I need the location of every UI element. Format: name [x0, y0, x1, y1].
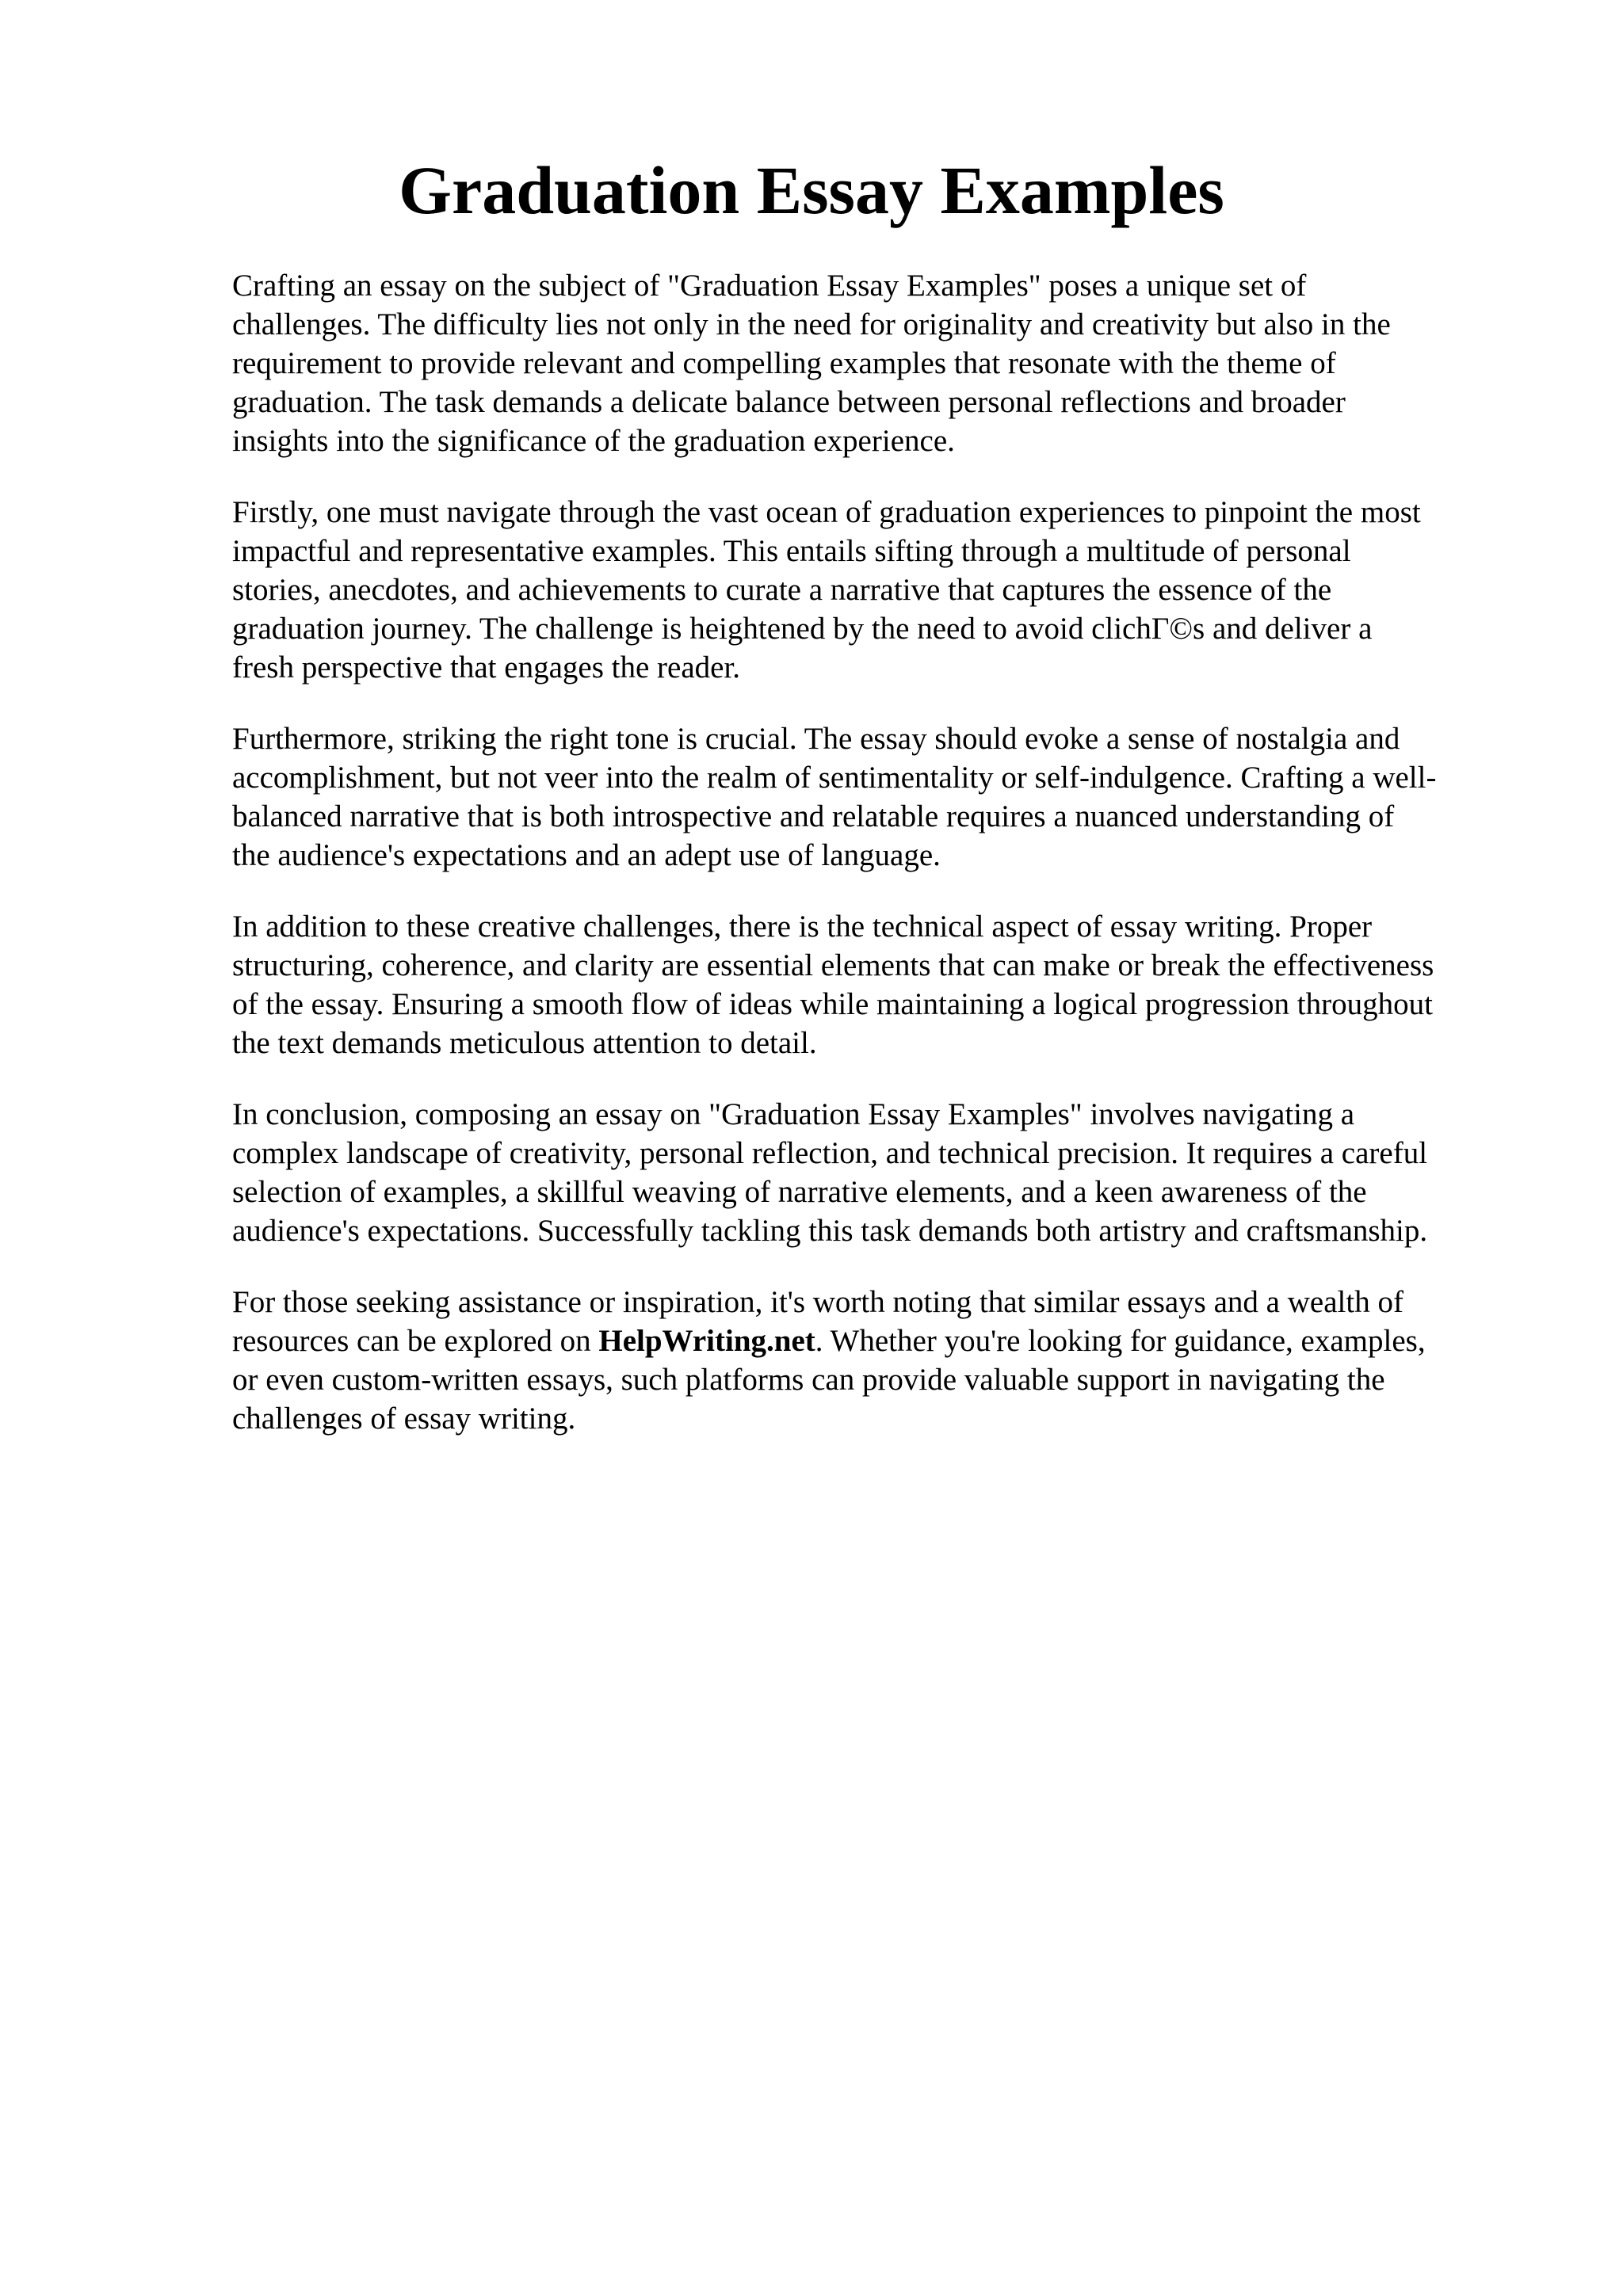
text-line: graduation journey. The challenge is heightened by the need to avoid clichГ©s and deliver a [232, 612, 1373, 646]
text-segment: resources can be explored on [232, 1324, 599, 1358]
text-line: requirement to provide relevant and compelling examples that resonate with the theme of [232, 346, 1336, 380]
text-line: audience's expectations. Successfully tackling this task demands both artistry and craftsmanship. [232, 1214, 1428, 1248]
text-line: challenges. The difficulty lies not only in the need for originality and creativity but also in the [232, 307, 1391, 341]
essay-body [232, 266, 1532, 1470]
text-line: impactful and representative examples. This entails sifting through a multitude of personal [232, 534, 1351, 568]
text-line: Furthermore, striking the right tone is crucial. The essay should evoke a sense of nostalgia and [232, 722, 1400, 756]
paragraph-4 [232, 907, 1532, 1062]
text-line-with-link [232, 1322, 1532, 1360]
text-line: For those seeking assistance or inspiration, it's worth noting that similar essays and a wealth of [232, 1285, 1403, 1319]
text-line: structuring, coherence, and clarity are essential elements that can make or break the effectiveness [232, 948, 1434, 982]
text-line: Firstly, one must navigate through the vast ocean of graduation experiences to pinpoint the most [232, 495, 1421, 529]
text-line: challenges of essay writing. [232, 1402, 576, 1436]
paragraph-2 [232, 493, 1532, 687]
text-line: of the essay. Ensuring a smooth flow of ideas while maintaining a logical progression throughout [232, 987, 1433, 1021]
text-line: Crafting an essay on the subject of "Graduation Essay Examples" poses a unique set of [232, 269, 1307, 303]
page-title: Graduation Essay Examples [399, 152, 1224, 228]
paragraph-3 [232, 719, 1532, 875]
text-line: stories, anecdotes, and achievements to curate a narrative that captures the essence of the [232, 573, 1332, 607]
text-line: complex landscape of creativity, personal reflection, and technical precision. It requires a careful [232, 1136, 1428, 1170]
text-line: In addition to these creative challenges, there is the technical aspect of essay writing. Proper [232, 910, 1373, 944]
helpwriting-link[interactable]: HelpWriting.net [598, 1324, 815, 1358]
text-line: or even custom-written essays, such platforms can provide valuable support in navigating the [232, 1363, 1385, 1397]
text-line: the text demands meticulous attention to detail. [232, 1026, 817, 1060]
paragraph-5 [232, 1095, 1532, 1250]
text-line: the audience's expectations and an adept use of language. [232, 838, 941, 872]
text-line: accomplishment, but not veer into the realm of sentimentality or self-indulgence. Crafting a well- [232, 761, 1437, 795]
paragraph-1 [232, 266, 1532, 460]
paragraph-closing [232, 1283, 1532, 1438]
text-segment: . Whether you're looking for guidance, examples, [815, 1324, 1426, 1358]
text-line: selection of examples, a skillful weaving of narrative elements, and a keen awareness of the [232, 1175, 1367, 1209]
text-line: fresh perspective that engages the reader. [232, 650, 741, 685]
text-line: graduation. The task demands a delicate balance between personal reflections and broader [232, 385, 1346, 419]
text-line: balanced narrative that is both introspective and relatable requires a nuanced understanding of [232, 799, 1395, 833]
text-line: insights into the significance of the graduation experience. [232, 424, 955, 458]
text-line: In conclusion, composing an essay on "Graduation Essay Examples" involves navigating a [232, 1097, 1355, 1131]
